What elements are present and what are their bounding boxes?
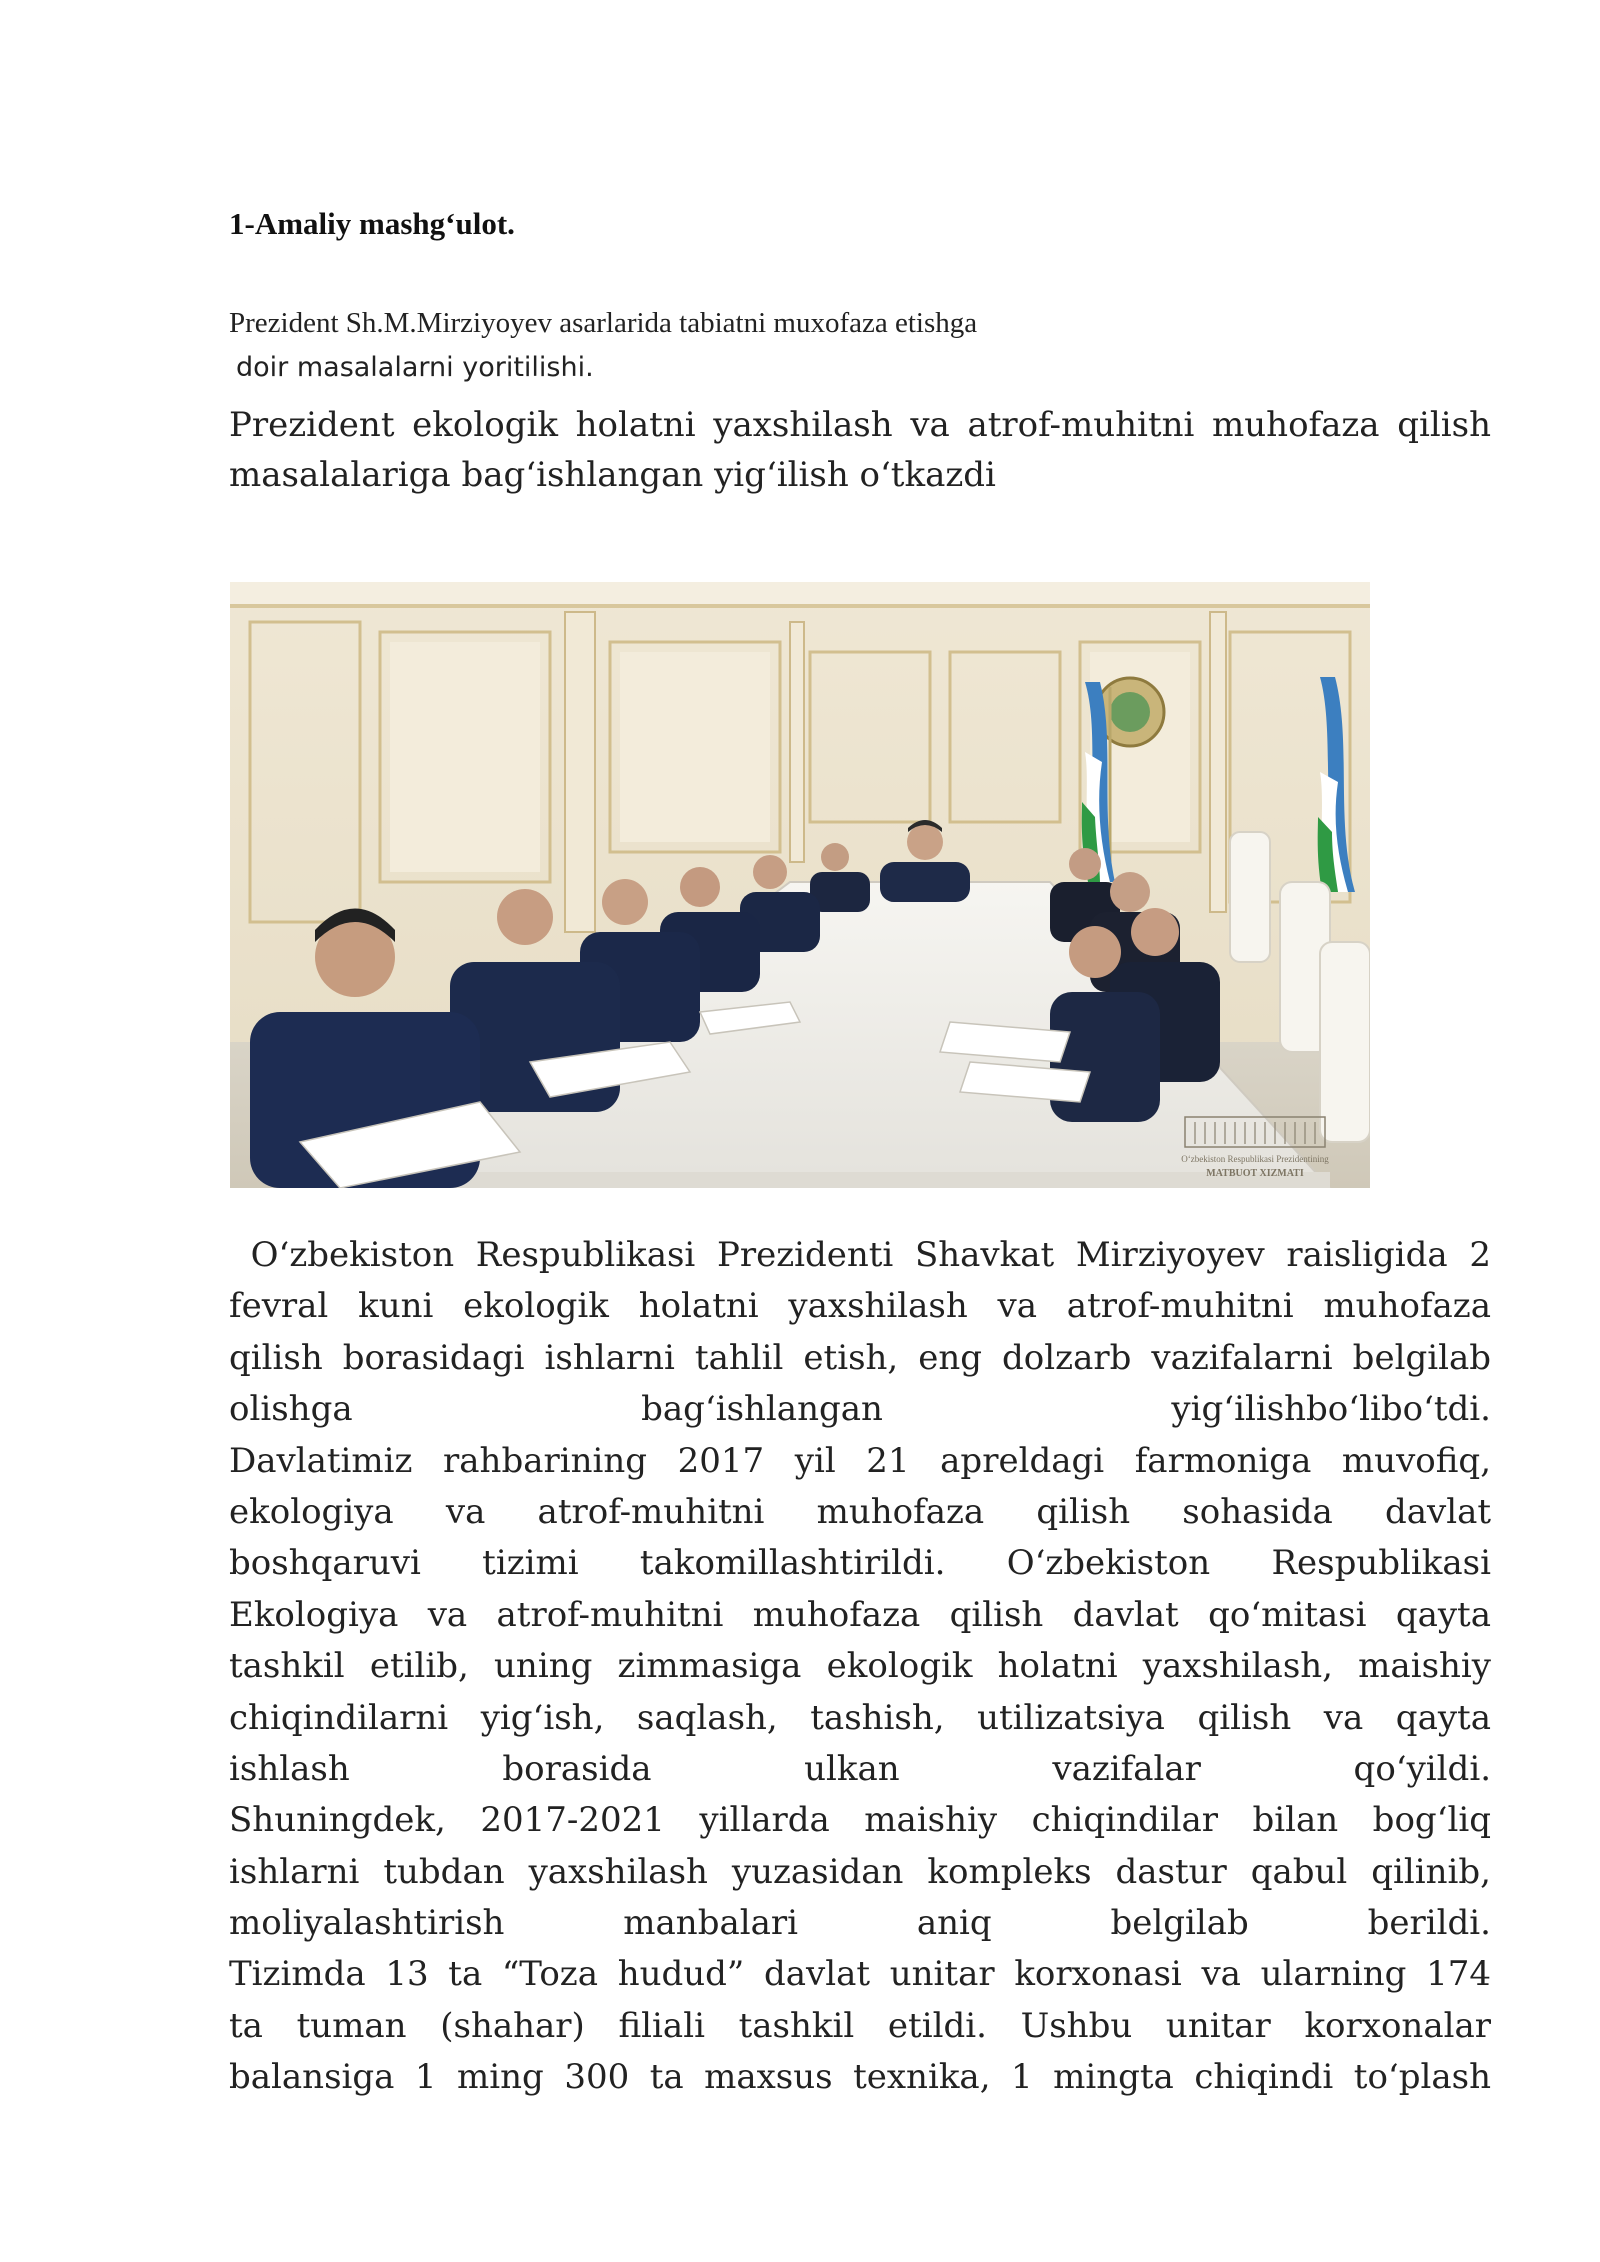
page-heading: 1-Amaliy mashg‘ulot. [229, 206, 515, 241]
body-line: Ekologiya va atrof-muhitni muhofaza qilish davlat qo‘mitasi qayta [229, 1594, 1491, 1635]
body-line: chiqindilarni yig‘ish, saqlash, tashish, utilizatsiya qilish va qayta [229, 1697, 1491, 1738]
body-line: ishlash borasida ulkan vazifalar qo‘yildi. [229, 1748, 1491, 1789]
body-line: ekologiya va atrof-muhitni muhofaza qilish sohasida davlat [229, 1491, 1491, 1532]
body-line: tashkil etilib, uning zimmasiga ekologik holatni yaxshilash, maishiy [229, 1646, 1491, 1687]
body-line: Shuningdek, 2017-2021 yillarda maishiy chiqindilar bilan bog‘liq [229, 1800, 1491, 1841]
body-line: balansiga 1 ming 300 ta maxsus texnika, 1 mingta chiqindi to‘plash [229, 2057, 1491, 2098]
body-line: olishga bag‘ishlangan yig‘ilishbo‘libo‘tdi. [229, 1389, 1491, 1430]
body-line: Davlatimiz rahbarining 2017 yil 21 apreldagi farmoniga muvofiq, [229, 1440, 1491, 1481]
body-line: qilish borasidagi ishlarni tahlil etish, eng dolzarb vazifalarni belgilab [229, 1337, 1491, 1378]
subtitle-line-2: doir masalalarni yoritilishi. [236, 352, 594, 383]
body-line: ta tuman (shahar) filiali tashkil etildi. Ushbu unitar korxonalar [229, 2005, 1491, 2046]
subtitle-line-1: Prezident Sh.M.Mirziyoyev asarlarida tabiatni muxofaza etishga [229, 307, 978, 339]
meeting-photo-illustration [230, 582, 1370, 1188]
body-line: ishlarni tubdan yaxshilash yuzasidan kompleks dastur qabul qilinib, [229, 1851, 1491, 1892]
body-line: boshqaruvi tizimi takomillashtirildi. O‘zbekiston Respublikasi [229, 1543, 1491, 1584]
watermark-line-1: O‘zbekiston Respublikasi Prezidentining [1181, 1154, 1329, 1164]
body-line: moliyalashtirish manbalari aniq belgilab berildi. [229, 1903, 1491, 1944]
body-line: Tizimda 13 ta “Toza hudud” davlat unitar korxonasi va ularning 174 [229, 1954, 1491, 1995]
watermark-line-2: MATBUOT XIZMATI [1206, 1168, 1304, 1179]
body-line: O‘zbekiston Respublikasi Prezidenti Shavkat Mirziyoyev raisligida 2 [229, 1235, 1491, 1275]
lead-paragraph: Prezident ekologik holatni yaxshilash va atrof-muhitni muhofaza qilish masalalariga bag‘ishlangan yig‘ilish o‘tkazdi [229, 405, 1491, 495]
body-paragraph [229, 1230, 1491, 2104]
body-line: fevral kuni ekologik holatni yaxshilash va atrof-muhitni muhofaza [229, 1286, 1491, 1327]
meeting-photo [230, 582, 1370, 1188]
